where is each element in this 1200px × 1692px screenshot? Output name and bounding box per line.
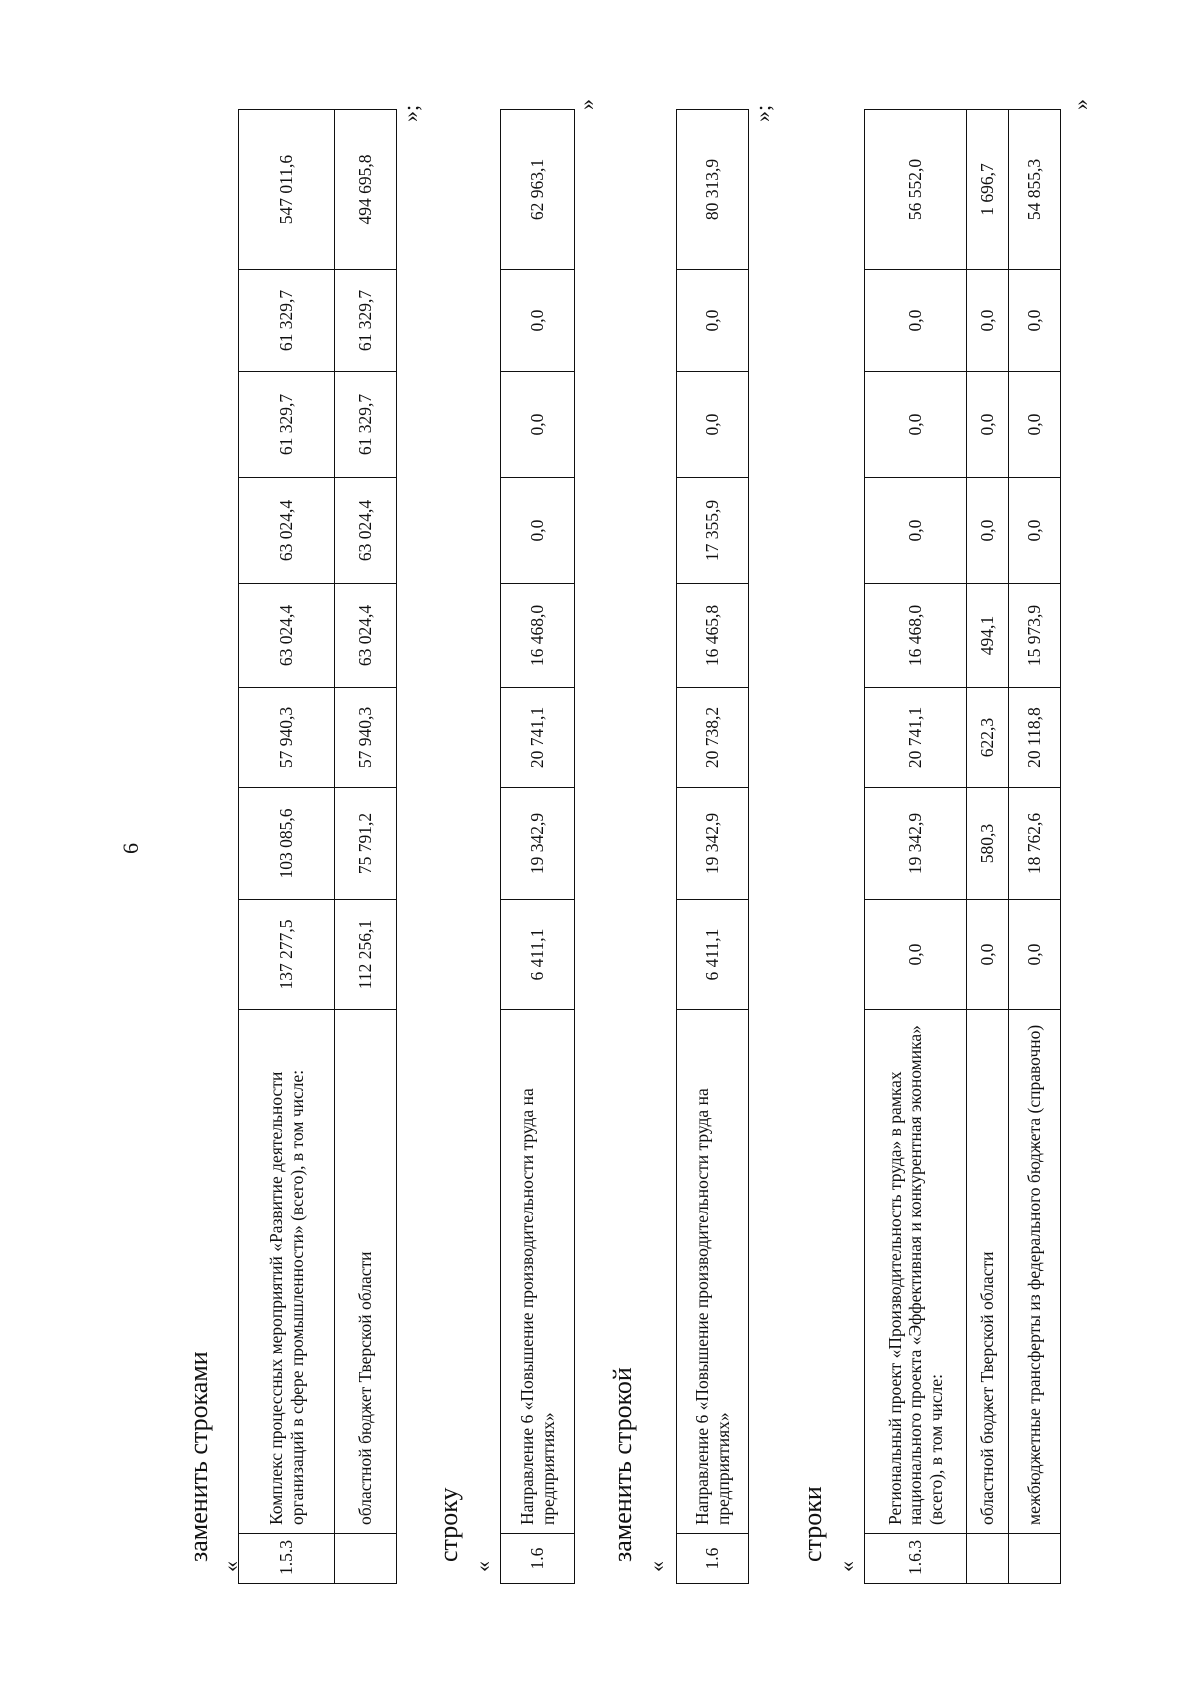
value-cell: 20 741,1 [501,688,575,788]
value-cell: 62 963,1 [501,110,575,270]
row-code: 1.6 [677,1534,749,1584]
value-cell: 0,0 [1009,270,1061,372]
open-quote: « [834,1561,859,1572]
value-cell: 494,1 [967,584,1009,688]
row-code [1009,1534,1061,1584]
value-cell: 56 552,0 [865,110,967,270]
open-quote: « [644,1561,669,1572]
open-quote: « [218,1561,243,1572]
value-cell: 57 940,3 [335,688,397,788]
table-row [1009,110,1061,1584]
value-cell: 0,0 [501,270,575,372]
value-cell: 63 024,4 [239,584,335,688]
value-cell: 61 329,7 [335,372,397,478]
value-cell: 0,0 [967,900,1009,1010]
value-cell: 63 024,4 [239,478,335,584]
instruction-row: строку [434,1487,463,1562]
table-block-1 [238,109,397,1584]
table-block-3 [676,109,749,1584]
value-cell: 112 256,1 [335,900,397,1010]
value-cell: 63 024,4 [335,584,397,688]
value-cell: 0,0 [865,270,967,372]
row-name: Региональный проект «Производительность труда» в рамках национального проекта «Эффективная и конкурентная экономика» (всего), в том числе: [865,1010,967,1534]
value-cell: 0,0 [1009,372,1061,478]
value-cell: 0,0 [501,478,575,584]
page-number: 6 [118,843,143,854]
close-quote: » [1068,99,1093,110]
value-cell: 61 329,7 [239,270,335,372]
row-name: областной бюджет Тверской области [335,1010,397,1534]
value-cell: 61 329,7 [239,372,335,478]
row-name: Направление 6 «Повышение производительности труда на предприятиях» [677,1010,749,1534]
value-cell: 0,0 [967,478,1009,584]
value-cell: 61 329,7 [335,270,397,372]
value-cell: 0,0 [677,372,749,478]
value-cell: 18 762,6 [1009,788,1061,900]
close-quote: » [574,99,599,110]
value-cell: 75 791,2 [335,788,397,900]
value-cell: 580,3 [967,788,1009,900]
value-cell: 16 468,0 [501,584,575,688]
value-cell: 0,0 [865,372,967,478]
value-cell: 20 741,1 [865,688,967,788]
table-row [677,110,749,1584]
value-cell: 19 342,9 [501,788,575,900]
value-cell: 57 940,3 [239,688,335,788]
instruction-replace-with-row: заменить строкой [608,1367,637,1562]
value-cell: 0,0 [967,372,1009,478]
row-name: Направление 6 «Повышение производительности труда на предприятиях» [501,1010,575,1534]
value-cell: 63 024,4 [335,478,397,584]
value-cell: 6 411,1 [501,900,575,1010]
value-cell: 494 695,8 [335,110,397,270]
row-code: 1.5.3 [239,1534,335,1584]
value-cell: 19 342,9 [865,788,967,900]
value-cell: 0,0 [1009,900,1061,1010]
value-cell: 103 085,6 [239,788,335,900]
table-row [335,110,397,1584]
table-row [239,110,335,1584]
table-row [865,110,967,1584]
table-row [501,110,575,1584]
row-code [335,1534,397,1584]
row-code: 1.6 [501,1534,575,1584]
value-cell: 0,0 [1009,478,1061,584]
row-name: Комплекс процессных мероприятий «Развитие деятельности организаций в сфере промышленности» (всего), в том числе: [239,1010,335,1534]
value-cell: 16 465,8 [677,584,749,688]
close-quote: »; [398,104,423,122]
value-cell: 0,0 [967,270,1009,372]
value-cell: 0,0 [865,478,967,584]
value-cell: 20 118,8 [1009,688,1061,788]
table-row [967,110,1009,1584]
value-cell: 17 355,9 [677,478,749,584]
value-cell: 15 973,9 [1009,584,1061,688]
row-code: 1.6.3 [865,1534,967,1584]
close-quote: »; [750,104,775,122]
value-cell: 0,0 [677,270,749,372]
value-cell: 137 277,5 [239,900,335,1010]
value-cell: 16 468,0 [865,584,967,688]
value-cell: 20 738,2 [677,688,749,788]
value-cell: 0,0 [865,900,967,1010]
value-cell: 1 696,7 [967,110,1009,270]
table-block-2 [500,109,575,1584]
value-cell: 54 855,3 [1009,110,1061,270]
row-name: межбюджетные трансферты из федерального бюджета (справочно) [1009,1010,1061,1534]
value-cell: 19 342,9 [677,788,749,900]
instruction-replace-with-rows: заменить строками [184,1351,213,1562]
value-cell: 622,3 [967,688,1009,788]
open-quote: « [470,1561,495,1572]
row-name: областной бюджет Тверской области [967,1010,1009,1534]
value-cell: 80 313,9 [677,110,749,270]
instruction-rows: строки [798,1486,827,1562]
value-cell: 6 411,1 [677,900,749,1010]
value-cell: 0,0 [501,372,575,478]
row-code [967,1534,1009,1584]
table-block-4 [864,109,1061,1584]
value-cell: 547 011,6 [239,110,335,270]
